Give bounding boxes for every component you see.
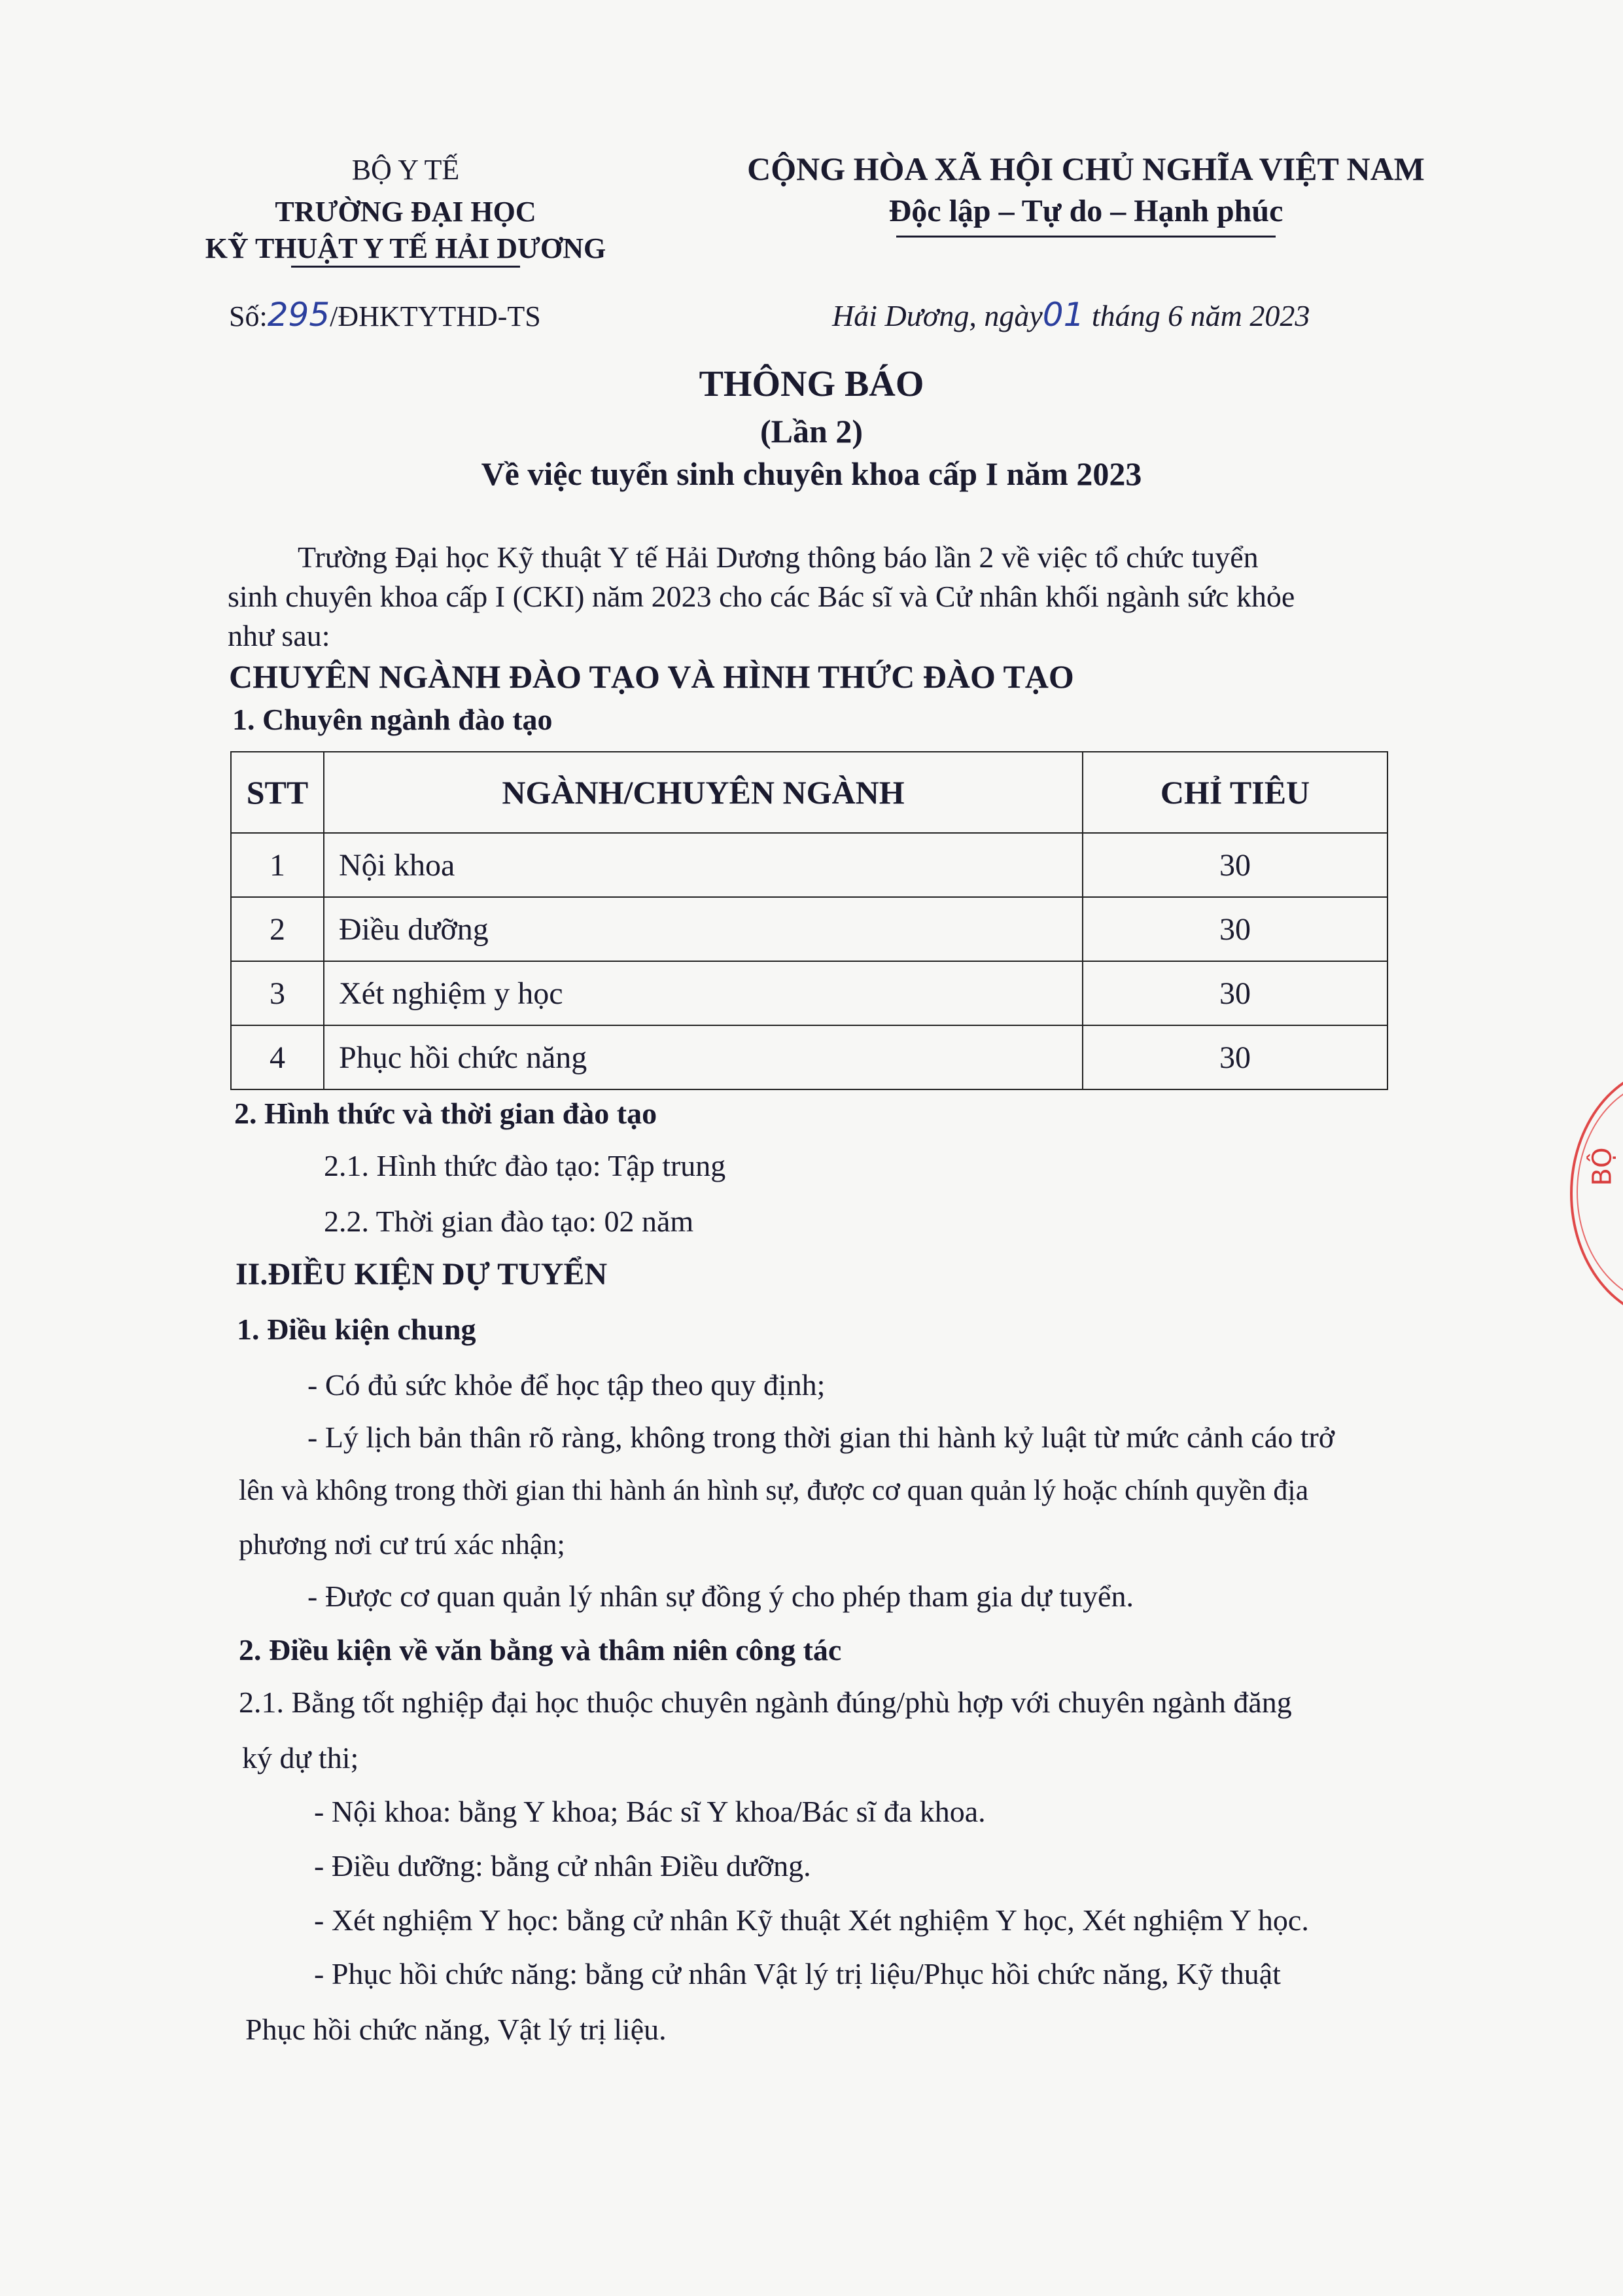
degree-nursing: - Điều dưỡng: bằng cử nhân Điều dưỡng. xyxy=(314,1849,811,1882)
number-prefix: Số: xyxy=(229,300,268,332)
intro-line-3: như sau: xyxy=(228,619,330,652)
section-2-sub-1: 1. Điều kiện chung xyxy=(237,1313,476,1346)
general-condition-2-line-2: lên và không trong thời gian thi hành án hình sự, được cơ quan quản lý hoặc chính quyền địa xyxy=(239,1474,1309,1506)
col-header-major: NGÀNH/CHUYÊN NGÀNH xyxy=(324,752,1083,833)
col-header-stt: STT xyxy=(231,752,324,833)
document-subtitle: (Lần 2) xyxy=(760,413,863,450)
table-row xyxy=(231,1025,1387,1089)
document-number xyxy=(229,296,541,334)
intro-line-1: Trường Đại học Kỹ thuật Y tế Hải Dương thông báo lần 2 về việc tổ chức tuyển xyxy=(298,540,1259,574)
cell-quota: 30 xyxy=(1083,961,1387,1025)
table-row xyxy=(231,897,1387,961)
date-suffix: tháng 6 năm 2023 xyxy=(1091,299,1310,332)
table-row xyxy=(231,961,1387,1025)
cell-major: Xét nghiệm y học xyxy=(324,961,1083,1025)
general-condition-2-line-3: phương nơi cư trú xác nhận; xyxy=(239,1528,565,1561)
col-header-quota: CHỈ TIÊU xyxy=(1083,752,1387,833)
section-1-heading: CHUYÊN NGÀNH ĐÀO TẠO VÀ HÌNH THỨC ĐÀO TẠO xyxy=(229,658,1074,695)
degree-lab-medicine: - Xét nghiệm Y học: bằng cử nhân Kỹ thuật Xét nghiệm Y học, Xét nghiệm Y học. xyxy=(314,1903,1309,1937)
cell-major: Phục hồi chức năng xyxy=(324,1025,1083,1089)
general-condition-2-line-1: - Lý lịch bản thân rõ ràng, không trong thời gian thi hành kỷ luật từ mức cảnh cáo trở xyxy=(307,1421,1335,1454)
cell-major: Nội khoa xyxy=(324,833,1083,897)
stamp-text: BỘ xyxy=(1587,1147,1618,1186)
issue-date xyxy=(832,296,1310,334)
cell-quota: 30 xyxy=(1083,833,1387,897)
section-1-sub-2: 2. Hình thức và thời gian đào tạo xyxy=(234,1097,657,1130)
section-1-sub-1: 1. Chuyên ngành đào tạo xyxy=(232,703,553,736)
degree-rehabilitation-line-2: Phục hồi chức năng, Vật lý trị liệu. xyxy=(245,2013,667,2046)
date-prefix: Hải Dương, ngày xyxy=(832,299,1043,332)
school-name-line1: TRƯỜNG ĐẠI HỌC xyxy=(275,196,536,228)
school-underline xyxy=(291,266,520,268)
training-duration: 2.2. Thời gian đào tạo: 02 năm xyxy=(324,1205,694,1238)
document-title: THÔNG BÁO xyxy=(699,364,924,404)
degree-requirement-line-2: ký dự thi; xyxy=(242,1741,359,1775)
general-condition-1: - Có đủ sức khỏe để học tập theo quy định; xyxy=(307,1368,826,1402)
general-condition-3: - Được cơ quan quản lý nhân sự đồng ý cho phép tham gia dự tuyển. xyxy=(307,1580,1134,1613)
number-handwritten: 295 xyxy=(267,296,330,334)
intro-line-2: sinh chuyên khoa cấp I (CKI) năm 2023 cho các Bác sĩ và Cử nhân khối ngành sức khỏe xyxy=(228,580,1295,613)
date-day-handwritten: 01 xyxy=(1042,296,1085,334)
degree-internal-medicine: - Nội khoa: bằng Y khoa; Bác sĩ Y khoa/Bác sĩ đa khoa. xyxy=(314,1795,986,1828)
table-header-row xyxy=(231,752,1387,833)
cell-stt: 2 xyxy=(231,897,324,961)
cell-quota: 30 xyxy=(1083,1025,1387,1089)
table-row xyxy=(231,833,1387,897)
degree-rehabilitation-line-1: - Phục hồi chức năng: bằng cử nhân Vật lý trị liệu/Phục hồi chức năng, Kỹ thuật xyxy=(314,1957,1281,1990)
ministry-name: BỘ Y TẾ xyxy=(351,154,460,186)
number-suffix: /ĐHKTYTHD-TS xyxy=(330,300,541,332)
motto: Độc lập – Tự do – Hạnh phúc xyxy=(888,194,1283,228)
training-form: 2.1. Hình thức đào tạo: Tập trung xyxy=(324,1149,726,1182)
cell-stt: 1 xyxy=(231,833,324,897)
section-2-heading: II.ĐIỀU KIỆN DỰ TUYỂN xyxy=(236,1257,608,1292)
quota-table xyxy=(230,751,1388,1090)
motto-underline xyxy=(896,236,1276,238)
country-name: CỘNG HÒA XÃ HỘI CHỦ NGHĨA VIỆT NAM xyxy=(747,150,1425,187)
cell-major: Điều dưỡng xyxy=(324,897,1083,961)
section-2-sub-2: 2. Điều kiện về văn bằng và thâm niên công tác xyxy=(239,1633,842,1667)
cell-stt: 4 xyxy=(231,1025,324,1089)
cell-quota: 30 xyxy=(1083,897,1387,961)
degree-requirement-line-1: 2.1. Bằng tốt nghiệp đại học thuộc chuyên ngành đúng/phù hợp với chuyên ngành đăng xyxy=(239,1686,1292,1719)
cell-stt: 3 xyxy=(231,961,324,1025)
document-subject: Về việc tuyển sinh chuyên khoa cấp I năm 2023 xyxy=(481,455,1142,492)
school-name-line2: KỸ THUẬT Y TẾ HẢI DƯƠNG xyxy=(205,232,606,264)
